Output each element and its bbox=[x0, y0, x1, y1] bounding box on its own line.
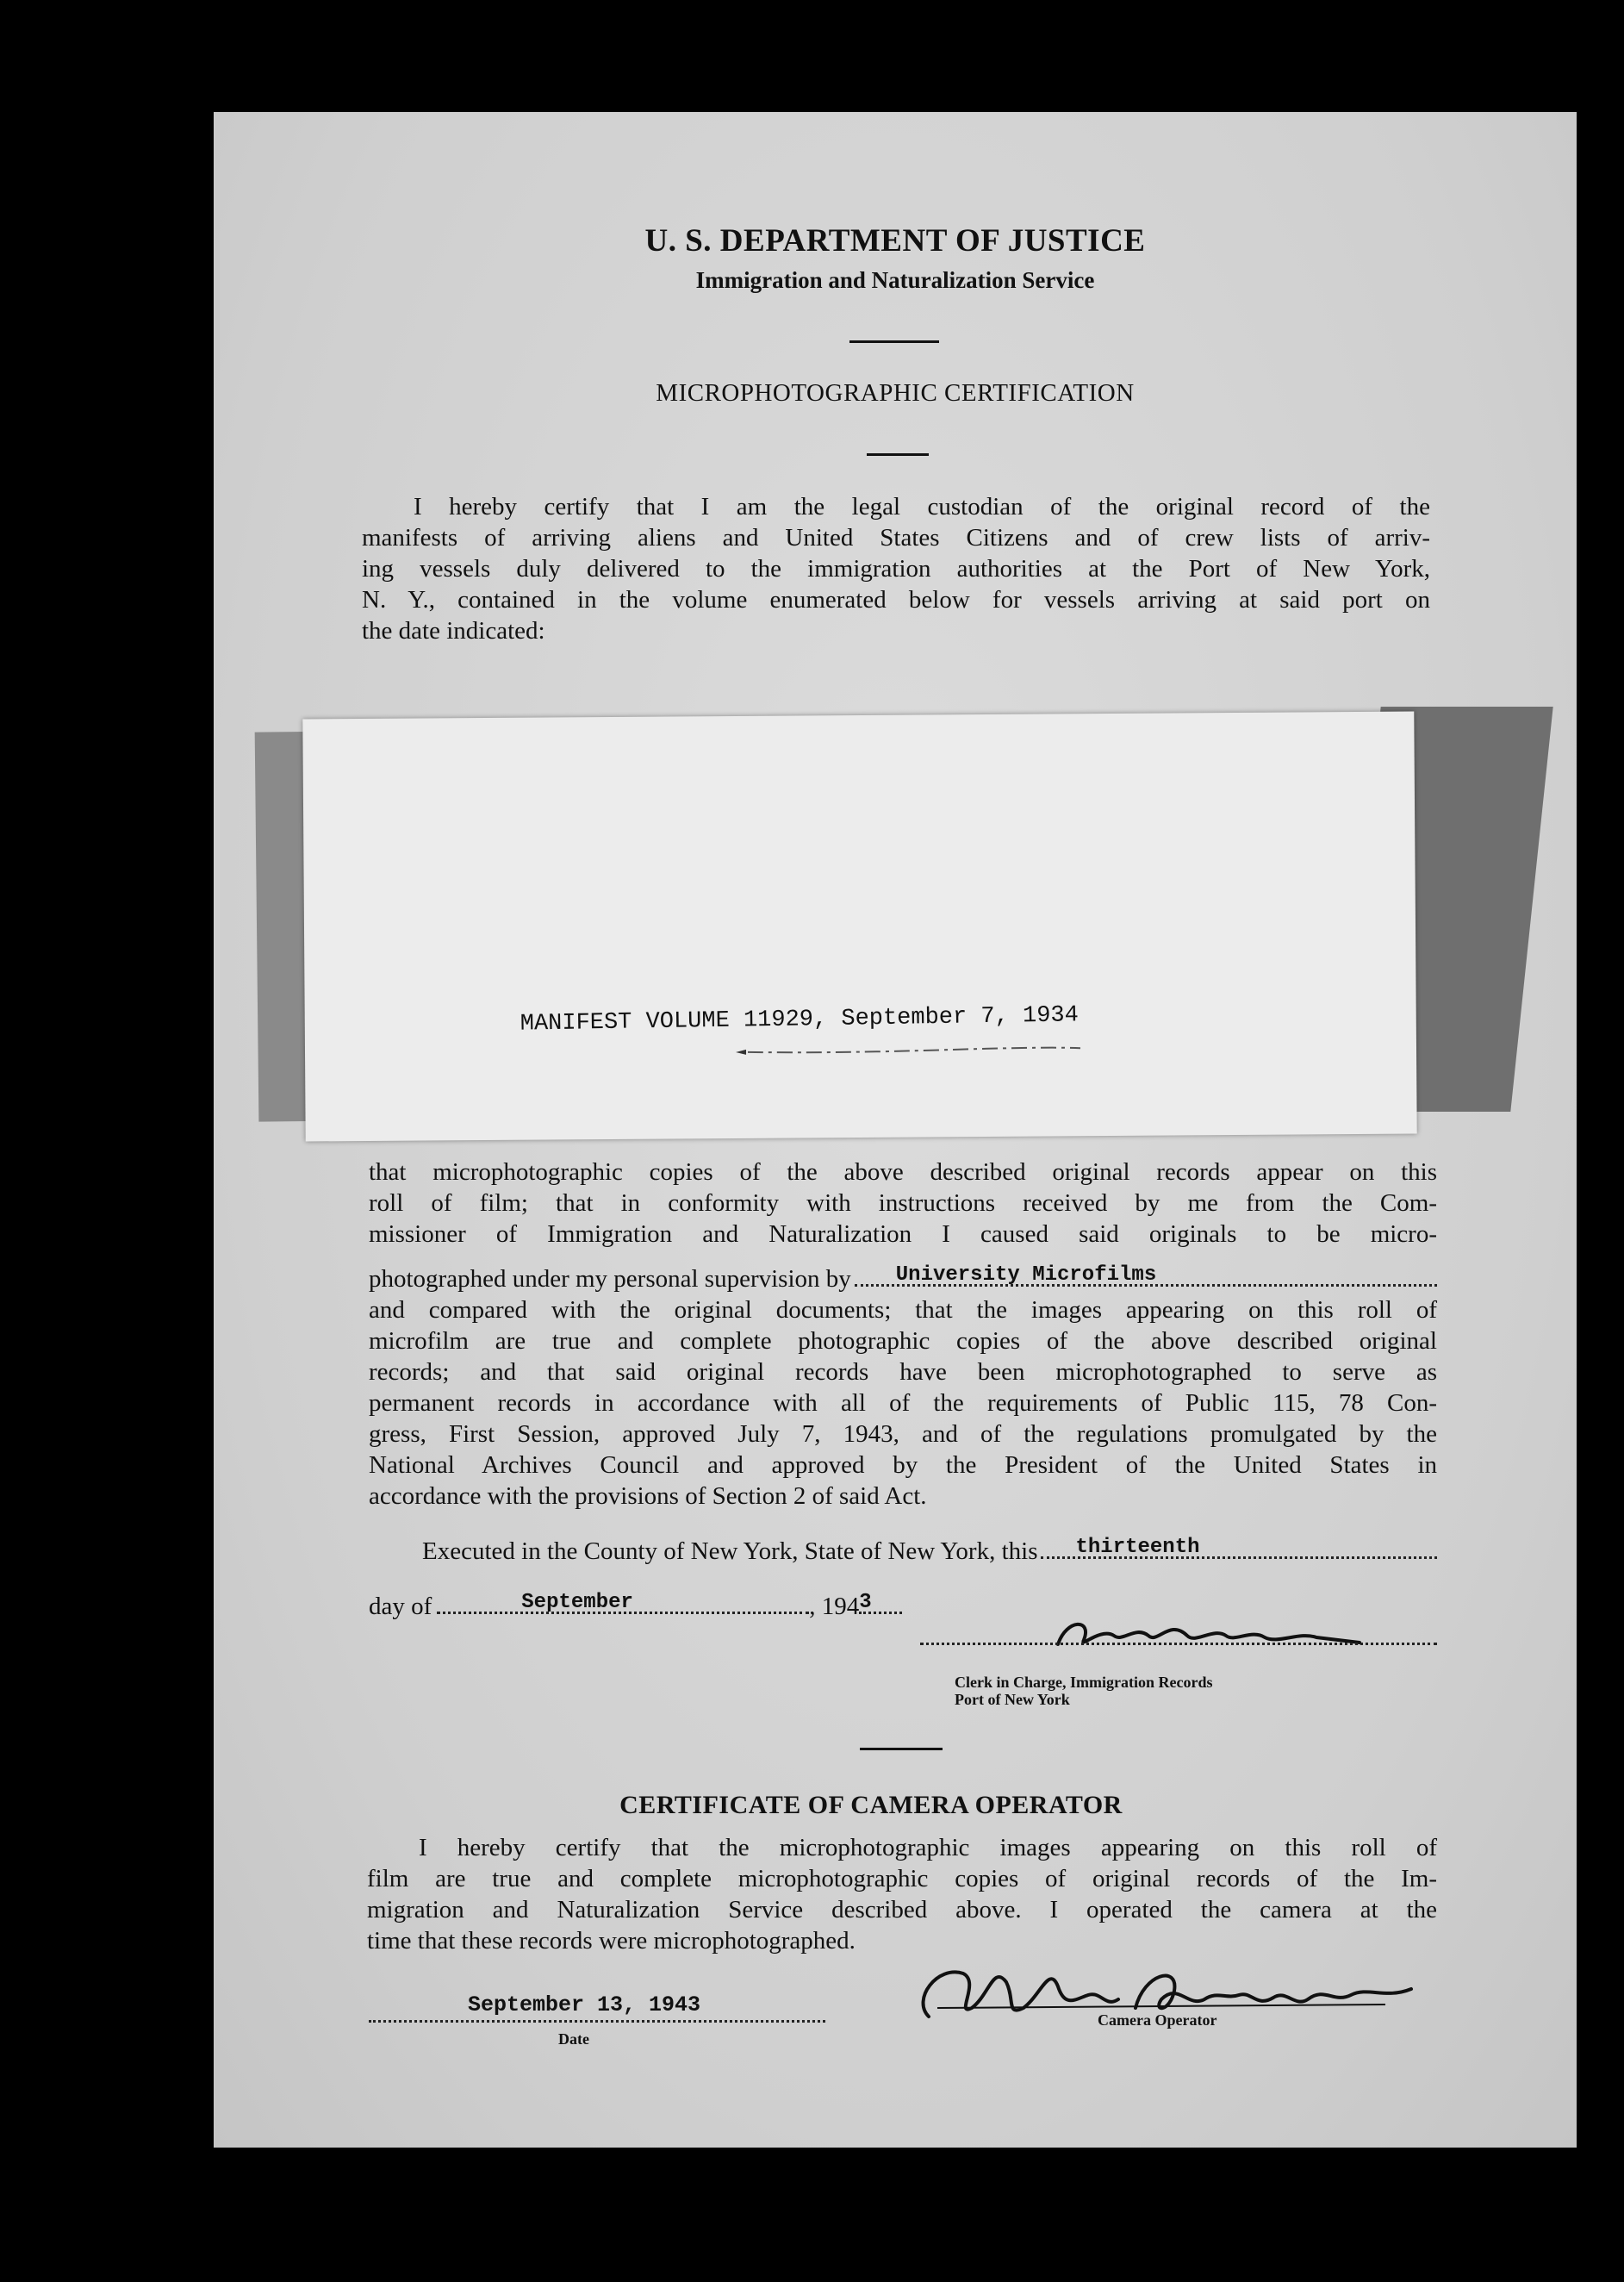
camera-heading: CERTIFICATE OF CAMERA OPERATOR bbox=[619, 1791, 1123, 1819]
supervision-value: University Microfilms bbox=[895, 1263, 1157, 1287]
body-line: missioner of Immigration and Naturalization I caused said originals to be micro- bbox=[369, 1220, 1437, 1248]
date-blank bbox=[369, 1991, 825, 2023]
body-line: that microphotographic copies of the above described original records appear on this bbox=[369, 1158, 1437, 1186]
day-of-line bbox=[369, 1587, 972, 1622]
certification-heading: MICROPHOTOGRAPHIC CERTIFICATION bbox=[656, 379, 1135, 407]
body-line: roll of film; that in conformity with instructions received by me from the Com- bbox=[369, 1189, 1437, 1217]
executed-day-blank bbox=[1041, 1532, 1437, 1559]
body-paragraph bbox=[369, 1157, 1437, 1512]
camera-line: migration and Naturalization Service described above. I operated the camera at the bbox=[367, 1896, 1437, 1923]
supervision-line bbox=[369, 1260, 1437, 1294]
clerk-title-line-1: Clerk in Charge, Immigration Records bbox=[955, 1674, 1213, 1691]
date-value: September 13, 1943 bbox=[468, 1992, 701, 2017]
service-subtitle: Immigration and Naturalization Service bbox=[695, 267, 1095, 293]
camera-line: I hereby certify that the microphotographic images appearing on this roll of bbox=[419, 1834, 1437, 1861]
divider-top bbox=[849, 340, 939, 343]
body-line: accordance with the provisions of Section 2 of said Act. bbox=[369, 1482, 927, 1510]
manifest-slip bbox=[302, 712, 1416, 1142]
supervision-prefix: photographed under my personal supervision by bbox=[369, 1265, 851, 1293]
executed-line bbox=[422, 1532, 1437, 1567]
intro-line: I hereby certify that I am the legal custodian of the original record of the bbox=[414, 493, 1430, 521]
year-prefix: , 194 bbox=[809, 1593, 860, 1620]
manifest-volume-text: MANIFEST VOLUME 11929, September 7, 1934 bbox=[520, 1002, 1080, 1038]
intro-line: N. Y., contained in the volume enumerated below for vessels arriving at said port on bbox=[362, 586, 1430, 614]
body-line: microfilm are true and complete photographic copies of the above described original bbox=[369, 1327, 1437, 1355]
intro-line: ing vessels duly delivered to the immigration authorities at the Port of New York, bbox=[362, 555, 1430, 583]
clerk-signature bbox=[1041, 1610, 1368, 1662]
intro-paragraph bbox=[362, 491, 1430, 646]
camera-line: time that these records were microphotographed. bbox=[367, 1927, 856, 1955]
supervision-blank bbox=[855, 1260, 1437, 1287]
intro-line: manifests of arriving aliens and United States Citizens and of crew lists of arriv- bbox=[362, 524, 1430, 552]
body-line: gress, First Session, approved July 7, 1943, and of the regulations promulgated by the bbox=[369, 1420, 1437, 1448]
body-line: records; and that said original records have been microphotographed to serve as bbox=[369, 1358, 1437, 1386]
department-title: U. S. DEPARTMENT OF JUSTICE bbox=[644, 223, 1146, 259]
divider-camera bbox=[860, 1748, 943, 1750]
month-blank bbox=[437, 1587, 809, 1614]
body-line: permanent records in accordance with all of the requirements of Public 115, 78 Con- bbox=[369, 1389, 1437, 1417]
camera-operator-label: Camera Operator bbox=[1098, 2011, 1217, 2029]
year-blank bbox=[859, 1587, 902, 1614]
date-label: Date bbox=[558, 2030, 589, 2048]
slip-underline-mark bbox=[736, 1041, 1080, 1061]
intro-line: the date indicated: bbox=[362, 617, 545, 645]
executed-prefix: Executed in the County of New York, State of New York, this bbox=[422, 1537, 1038, 1565]
camera-paragraph bbox=[367, 1832, 1437, 1956]
executed-day-value: thirteenth bbox=[1075, 1536, 1200, 1559]
body-line: National Archives Council and approved by the President of the United States in bbox=[369, 1451, 1437, 1479]
clerk-signature-line bbox=[920, 1643, 1437, 1645]
year-digit: 3 bbox=[859, 1591, 872, 1614]
day-of-label: day of bbox=[369, 1593, 432, 1620]
month-value: September bbox=[521, 1591, 633, 1614]
clerk-title bbox=[955, 1674, 1212, 1708]
camera-line: film are true and complete microphotographic copies of original records of the Im- bbox=[367, 1865, 1437, 1892]
body-line: and compared with the original documents; that the images appearing on this roll of bbox=[369, 1296, 1437, 1324]
divider-heading bbox=[867, 453, 929, 456]
clerk-title-line-2: Port of New York bbox=[955, 1691, 1070, 1708]
certificate-sheet bbox=[214, 112, 1577, 2148]
